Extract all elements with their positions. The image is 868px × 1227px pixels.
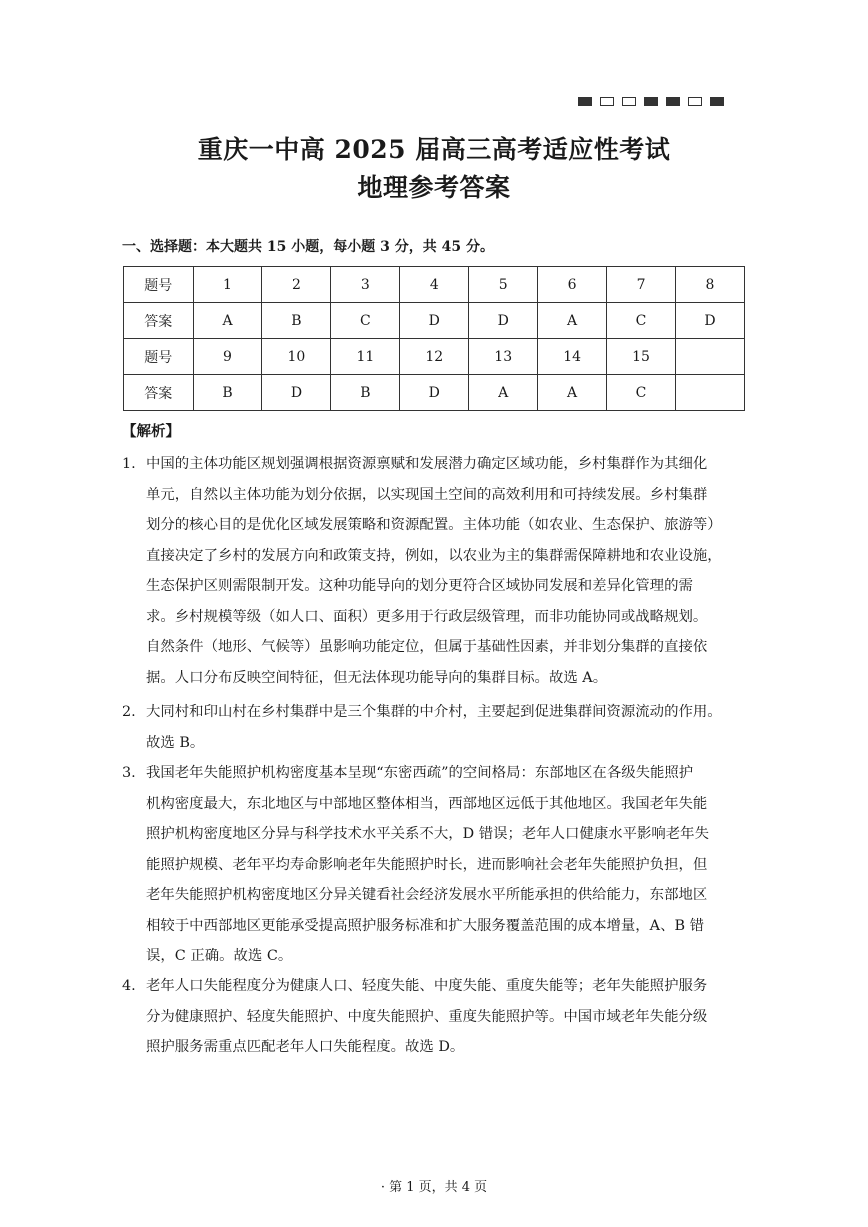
analysis-item xyxy=(122,449,748,693)
table-cell xyxy=(676,339,745,375)
corner-mark xyxy=(644,97,658,106)
item-line: 据。人口分布反映空间特征，但无法体现功能导向的集群目标。故选 A。 xyxy=(146,669,608,686)
table-cell: C xyxy=(607,303,676,339)
table-cell: 10 xyxy=(262,339,331,375)
table-cell: 3 xyxy=(331,267,400,303)
row-header-cell: 答案 xyxy=(124,303,194,339)
row-header-cell: 题号 xyxy=(124,339,194,375)
table-row xyxy=(124,267,745,303)
table-cell: 6 xyxy=(538,267,607,303)
corner-mark xyxy=(578,97,592,106)
analysis-item xyxy=(122,758,748,972)
item-line: 老年失能照护机构密度地区分异关键看社会经济发展水平所能承担的供给能力，东部地区 xyxy=(146,887,708,903)
table-cell: B xyxy=(262,303,331,339)
table-cell: D xyxy=(262,375,331,411)
page-footer: · 第 1 页，共 4 页 xyxy=(380,1180,488,1195)
table-cell: A xyxy=(538,303,607,339)
item-body xyxy=(122,697,748,758)
table-cell: 2 xyxy=(262,267,331,303)
item-line: 划分的核心目的是优化区域发展策略和资源配置。主体功能（如农业、生态保护、旅游等） xyxy=(146,517,722,533)
table-cell: 1 xyxy=(193,267,262,303)
table-cell: 8 xyxy=(676,267,745,303)
table-cell: 14 xyxy=(538,339,607,375)
table-cell: D xyxy=(400,375,469,411)
item-line: 直接决定了乡村的发展方向和政策支持，例如，以农业为主的集群需保障耕地和农业设施， xyxy=(146,547,722,564)
item-line: 大同村和印山村在乡村集群中是三个集群的中介村，主要起到促进集群间资源流动的作用。 xyxy=(146,704,722,720)
item-line: 故选 B。 xyxy=(146,734,205,751)
table-row xyxy=(124,375,745,411)
corner-mark xyxy=(600,97,614,106)
corner-mark xyxy=(710,97,724,106)
table-cell: 12 xyxy=(400,339,469,375)
item-line: 机构密度最大，东北地区与中部地区整体相当，西部地区远低于其他地区。我国老年失能 xyxy=(146,795,708,812)
table-cell xyxy=(676,375,745,411)
table-cell: 13 xyxy=(469,339,538,375)
section-heading-text: 一、选择题：本大题共 15 小题，每小题 3 分，共 45 分。 xyxy=(122,239,494,255)
item-number: 3. xyxy=(122,765,136,781)
item-body xyxy=(122,971,748,1063)
item-number: 4. xyxy=(122,978,136,994)
item-line: 自然条件（地形、气候等）虽影响功能定位，但属于基础性因素，并非划分集群的直接依 xyxy=(146,639,708,655)
table-cell: 7 xyxy=(607,267,676,303)
corner-mark xyxy=(666,97,680,106)
item-line: 老年人口失能程度分为健康人口、轻度失能、中度失能、重度失能等；老年失能照护服务 xyxy=(146,978,708,994)
corner-mark xyxy=(688,97,702,106)
table-cell: A xyxy=(193,303,262,339)
item-body xyxy=(122,449,748,693)
table-cell: 4 xyxy=(400,267,469,303)
table-cell: 11 xyxy=(331,339,400,375)
table-cell: A xyxy=(469,375,538,411)
table-cell: C xyxy=(331,303,400,339)
table-cell: D xyxy=(676,303,745,339)
table-cell: 15 xyxy=(607,339,676,375)
item-line: 求。乡村规模等级（如人口、面积）更多用于行政层级管理，而非功能协同或战略规划。 xyxy=(146,608,708,625)
item-line: 能照护规模、老年平均寿命影响老年失能照护时长，进而影响社会老年失能照护负担，但 xyxy=(146,856,708,873)
item-line: 照护服务需重点匹配老年人口失能程度。故选 D。 xyxy=(146,1039,465,1055)
item-line: 照护机构密度地区分异与科学技术水平关系不大，D 错误；老年人口健康水平影响老年失 xyxy=(146,826,709,842)
item-number: 2. xyxy=(122,704,136,720)
section-heading xyxy=(122,236,494,256)
table-cell: C xyxy=(607,375,676,411)
corner-marks xyxy=(578,97,724,106)
table-cell: A xyxy=(538,375,607,411)
item-body xyxy=(122,758,748,972)
corner-mark xyxy=(622,97,636,106)
analysis-heading: 【解析】 xyxy=(122,423,180,440)
item-number: 1. xyxy=(122,456,136,472)
table-cell: 9 xyxy=(193,339,262,375)
answer-table xyxy=(123,266,745,411)
table-cell: D xyxy=(469,303,538,339)
table-row xyxy=(124,303,745,339)
row-header-cell: 答案 xyxy=(124,375,194,411)
item-line: 生态保护区则需限制开发。这种功能导向的划分更符合区域协同发展和差异化管理的需 xyxy=(146,578,693,594)
table-cell: 5 xyxy=(469,267,538,303)
item-line: 我国老年失能照护机构密度基本呈现“东密西疏”的空间格局：东部地区在各级失能照护 xyxy=(146,765,694,781)
analysis-item xyxy=(122,697,748,758)
analysis-item xyxy=(122,971,748,1063)
table-cell: D xyxy=(400,303,469,339)
item-line: 单元，自然以主体功能为划分依据，以实现国土空间的高效利用和可持续发展。乡村集群 xyxy=(146,486,708,503)
item-line: 中国的主体功能区规划强调根据资源禀赋和发展潜力确定区域功能，乡村集群作为其细化 xyxy=(146,456,708,472)
item-line: 相较于中西部地区更能承受提高照护服务标准和扩大服务覆盖范围的成本增量，A、B 错 xyxy=(146,917,704,934)
table-row xyxy=(124,339,745,375)
table-cell: B xyxy=(193,375,262,411)
row-header-cell: 题号 xyxy=(124,267,194,303)
table-cell: B xyxy=(331,375,400,411)
item-line: 误，C 正确。故选 C。 xyxy=(146,948,293,964)
item-line: 分为健康照护、轻度失能照护、中度失能照护、重度失能照护等。中国市域老年失能分级 xyxy=(146,1008,708,1025)
document-subtitle: 地理参考答案 xyxy=(357,173,511,202)
exam-title: 重庆一中高 2025 届高三高考适应性考试 xyxy=(197,135,671,164)
